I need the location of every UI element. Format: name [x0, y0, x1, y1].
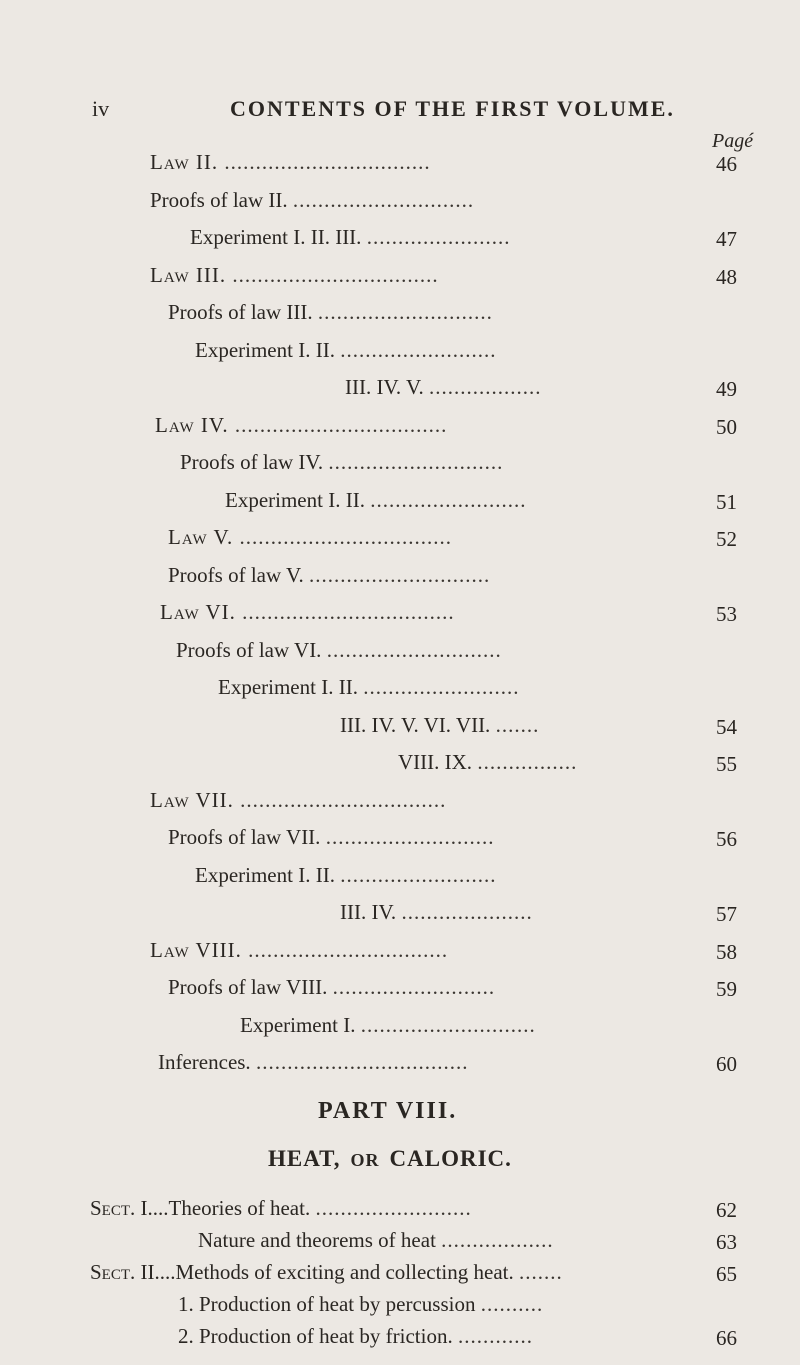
toc-entry	[0, 638, 800, 668]
entry-text: Law IV.	[155, 412, 235, 437]
section-text: Nature and theorems of heat	[198, 1228, 442, 1252]
leader-dots: .......	[495, 712, 540, 737]
toc-entry	[0, 413, 800, 443]
leader-dots: ............	[457, 1324, 533, 1348]
entry-page: 53	[716, 602, 737, 626]
leader-dots: ..................................	[242, 600, 455, 624]
toc-entry	[0, 600, 800, 630]
entry-page: 52	[716, 527, 737, 551]
page-column-label: Pagé	[712, 130, 754, 152]
toc-entry	[0, 450, 800, 480]
entry-page: 54	[716, 714, 737, 739]
leader-dots: ..................................	[234, 412, 448, 437]
leader-dots: ............................	[317, 300, 493, 324]
toc-entry	[0, 488, 800, 518]
page-number: iv	[92, 96, 110, 121]
entry-text: Law II.	[150, 150, 225, 174]
leader-dots: .......................	[366, 225, 511, 249]
toc-entry	[0, 375, 800, 405]
heat-title-main: HEAT,	[268, 1146, 341, 1171]
leader-dots: .........................	[340, 337, 497, 362]
leader-dots: ............................	[360, 1012, 536, 1037]
section-page: 65	[716, 1262, 737, 1286]
leader-dots: ............................	[326, 637, 502, 662]
toc-entry	[0, 1013, 800, 1043]
leader-dots: ................................	[248, 937, 449, 962]
section-text: ...Theories of heat.	[152, 1196, 316, 1220]
leader-dots: .........................	[363, 675, 520, 699]
toc-entry	[0, 263, 800, 293]
entry-text: Experiment I.	[240, 1012, 361, 1037]
leader-dots: .........................	[370, 487, 527, 512]
section-entry	[0, 1292, 800, 1322]
toc-entry	[0, 750, 800, 780]
toc-entry	[0, 788, 800, 818]
toc-entry	[0, 188, 800, 218]
section-text: 1. Production of heat by percussion	[178, 1292, 481, 1316]
toc-entry	[0, 900, 800, 930]
leader-dots: .................................	[232, 262, 439, 287]
toc-entry	[0, 150, 800, 180]
entry-page: 60	[716, 1052, 737, 1076]
section-entry	[0, 1260, 800, 1290]
leader-dots: ..................	[441, 1228, 554, 1252]
section-page: 63	[716, 1230, 737, 1254]
entry-page: 49	[716, 377, 737, 401]
leader-dots: ..........	[480, 1292, 544, 1316]
entry-text: III. IV.	[340, 900, 402, 924]
toc-entry	[0, 563, 800, 593]
section-label: Sect. I.	[90, 1196, 153, 1220]
leader-dots: ...........................	[325, 825, 495, 849]
entry-text: Proofs of law VI.	[176, 637, 327, 662]
page-header	[0, 96, 800, 136]
section-page: 62	[716, 1198, 737, 1222]
entry-page: 47	[716, 227, 737, 251]
section-text: 2. Production of heat by friction.	[178, 1324, 458, 1348]
entry-text: III. IV. V. VI. VII.	[340, 712, 496, 737]
section-entry	[0, 1228, 800, 1258]
entry-page: 51	[716, 489, 737, 514]
toc-entry	[0, 938, 800, 968]
entry-text: Law VII.	[150, 787, 241, 812]
section-entry	[0, 1196, 800, 1226]
leader-dots: .............................	[292, 187, 475, 212]
leader-dots: .............................	[308, 562, 491, 587]
entry-text: VIII. IX.	[398, 750, 478, 774]
leader-dots: ............................	[328, 450, 504, 474]
part-title: PART VIII.	[318, 1098, 458, 1124]
entry-text: Law III.	[150, 262, 233, 287]
entry-text: Experiment I. II.	[218, 675, 364, 699]
heat-title-or: OR	[350, 1150, 380, 1170]
toc-entry	[0, 300, 800, 330]
toc-entry	[0, 863, 800, 893]
entry-text: Experiment I. II.	[195, 337, 341, 362]
leader-dots: .........................	[315, 1196, 472, 1220]
page-title: CONTENTS OF THE FIRST VOLUME.	[230, 96, 675, 121]
entry-page: 46	[716, 152, 737, 176]
entry-text: Proofs of law IV.	[180, 450, 329, 474]
toc-entry	[0, 525, 800, 555]
toc-entry	[0, 675, 800, 705]
leader-dots: .........................	[340, 862, 497, 887]
leader-dots: ..........................	[332, 975, 496, 999]
leader-dots: ..................	[429, 375, 542, 399]
section-page: 66	[716, 1326, 737, 1350]
heat-title	[268, 1146, 512, 1172]
entry-text: Proofs of law V.	[168, 562, 309, 587]
section-entry	[0, 1324, 800, 1354]
leader-dots: ..................................	[239, 525, 452, 549]
section-text: ...Methods of exciting and collecting heat.	[159, 1260, 519, 1284]
entry-text: Experiment I. II. III.	[190, 225, 367, 249]
entry-text: Proofs of law II.	[150, 187, 293, 212]
entry-text: Proofs of law VIII.	[168, 975, 333, 999]
heat-title-sub: CALORIC.	[389, 1146, 512, 1171]
leader-dots: .................................	[240, 787, 447, 812]
entry-text: Inferences.	[158, 1050, 256, 1074]
leader-dots: .................................	[224, 150, 431, 174]
toc-entry	[0, 338, 800, 368]
entry-page: 59	[716, 977, 737, 1001]
leader-dots: .....................	[401, 900, 533, 924]
entry-page: 56	[716, 827, 737, 851]
entry-text: Proofs of law VII.	[168, 825, 326, 849]
entry-text: Law VIII.	[150, 937, 249, 962]
leader-dots: ................	[477, 750, 578, 774]
entry-text: Experiment I. II.	[225, 487, 371, 512]
entry-page: 57	[716, 902, 737, 926]
leader-dots: ..................................	[255, 1050, 469, 1074]
entry-page: 55	[716, 752, 737, 776]
entry-text: Experiment I. II.	[195, 862, 341, 887]
entry-text: Law VI.	[160, 600, 243, 624]
entry-page: 48	[716, 264, 737, 289]
toc-entry	[0, 975, 800, 1005]
entry-page: 50	[716, 414, 737, 439]
entry-text: Proofs of law III.	[168, 300, 318, 324]
toc-entry	[0, 1050, 800, 1080]
toc-entry	[0, 225, 800, 255]
section-label: Sect. II.	[90, 1260, 160, 1284]
entry-text: III. IV. V.	[345, 375, 430, 399]
entry-text: Law V.	[168, 525, 240, 549]
leader-dots: .......	[519, 1260, 563, 1284]
toc-entry	[0, 713, 800, 743]
toc-entry	[0, 825, 800, 855]
entry-page: 58	[716, 939, 737, 964]
